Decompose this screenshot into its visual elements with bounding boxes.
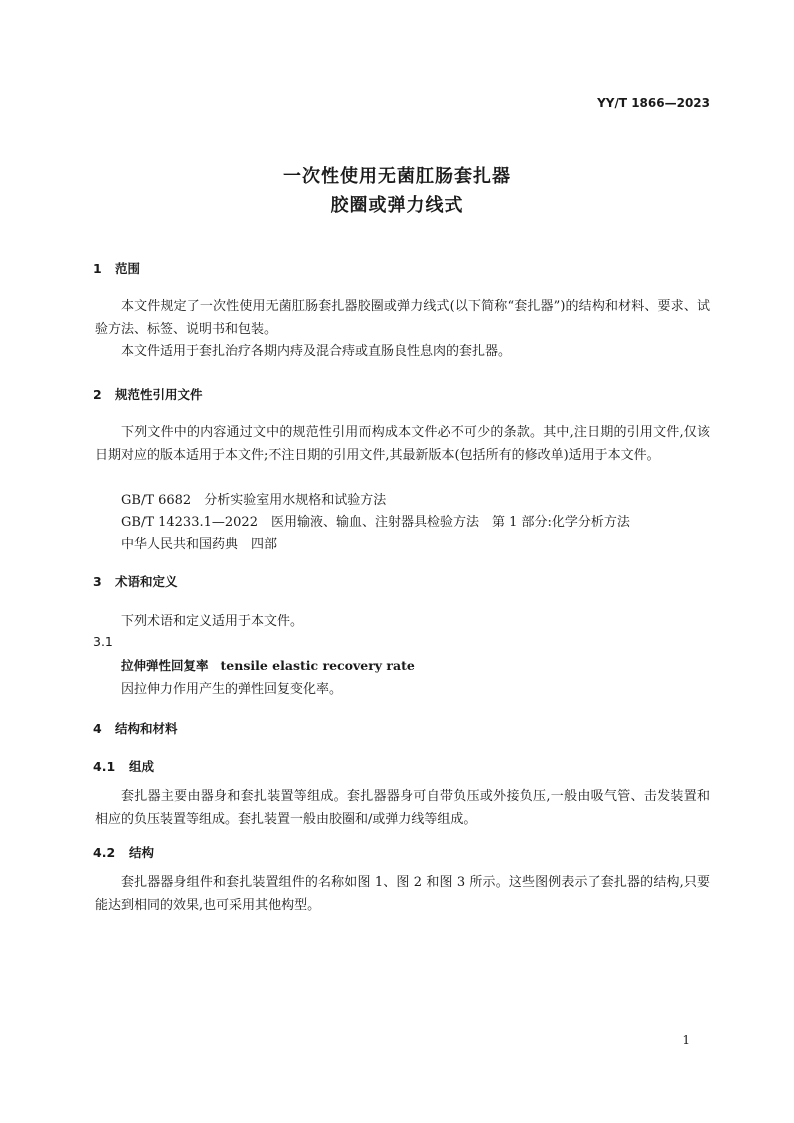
document-subtitle: 胶圈或弹力线式	[330, 195, 464, 216]
term-english: tensile elastic recovery rate	[220, 658, 415, 673]
document-title: 一次性使用无菌肛肠套扎器	[283, 166, 511, 187]
section-title: 组成	[129, 759, 155, 774]
section-4-1-paragraph: 套扎器主要由器身和套扎装置等组成。套扎器器身可自带负压或外接负压,一般由吸气管、击发装置和相应的负压装置等组成。套扎装置一般由胶圈和/或弹力线等组成。	[95, 789, 710, 827]
section-2-heading	[93, 385, 203, 403]
reference-item: GB/T 14233.1—2022 医用输液、输血、注射器具检验方法 第 1 部分:化学分析方法	[121, 515, 630, 530]
section-1-paragraph-2: 本文件适用于套扎治疗各期内痔及混合痔或直肠良性息肉的套扎器。	[121, 344, 512, 359]
section-4-2-heading	[93, 843, 154, 861]
section-1-paragraph-1: 本文件规定了一次性使用无菌肛肠套扎器胶圈或弹力线式(以下简称“套扎器”)的结构和材料、要求、试验方法、标签、说明书和包装。	[95, 299, 710, 337]
section-number: 2	[93, 387, 102, 402]
section-number: 4.2	[93, 845, 116, 860]
section-4-heading	[93, 719, 178, 737]
section-title: 规范性引用文件	[115, 387, 203, 402]
section-number: 3	[93, 574, 102, 589]
section-title: 术语和定义	[115, 574, 178, 589]
section-3-heading	[93, 572, 178, 590]
standard-number: YY/T 1866—2023	[597, 96, 710, 110]
section-number: 1	[93, 261, 102, 276]
section-title: 结构和材料	[115, 721, 178, 736]
section-4-1-heading	[93, 757, 154, 775]
section-number: 4.1	[93, 759, 116, 774]
section-4-2-paragraph: 套扎器器身组件和套扎装置组件的名称如图 1、图 2 和图 3 所示。这些图例表示了套扎器的结构,只要能达到相同的效果,也可采用其他构型。	[95, 875, 710, 913]
term-definition: 因拉伸力作用产生的弹性回复变化率。	[121, 682, 343, 697]
page-number: 1	[682, 1033, 690, 1047]
section-3-paragraph-1: 下列术语和定义适用于本文件。	[121, 614, 304, 629]
reference-item: 中华人民共和国药典 四部	[121, 537, 278, 552]
term-entry	[121, 656, 415, 674]
section-title: 范围	[115, 261, 141, 276]
section-title: 结构	[129, 845, 155, 860]
term-number: 3.1	[93, 634, 113, 649]
section-number: 4	[93, 721, 102, 736]
section-2-paragraph-1: 下列文件中的内容通过文中的规范性引用而构成本文件必不可少的条款。其中,注日期的引用文件,仅该日期对应的版本适用于本文件;不注日期的引用文件,其最新版本(包括所有的修改单)适用于本文件。	[95, 425, 710, 463]
reference-item: GB/T 6682 分析实验室用水规格和试验方法	[121, 493, 387, 508]
term-chinese: 拉伸弹性回复率	[121, 658, 209, 673]
section-1-heading	[93, 259, 140, 277]
